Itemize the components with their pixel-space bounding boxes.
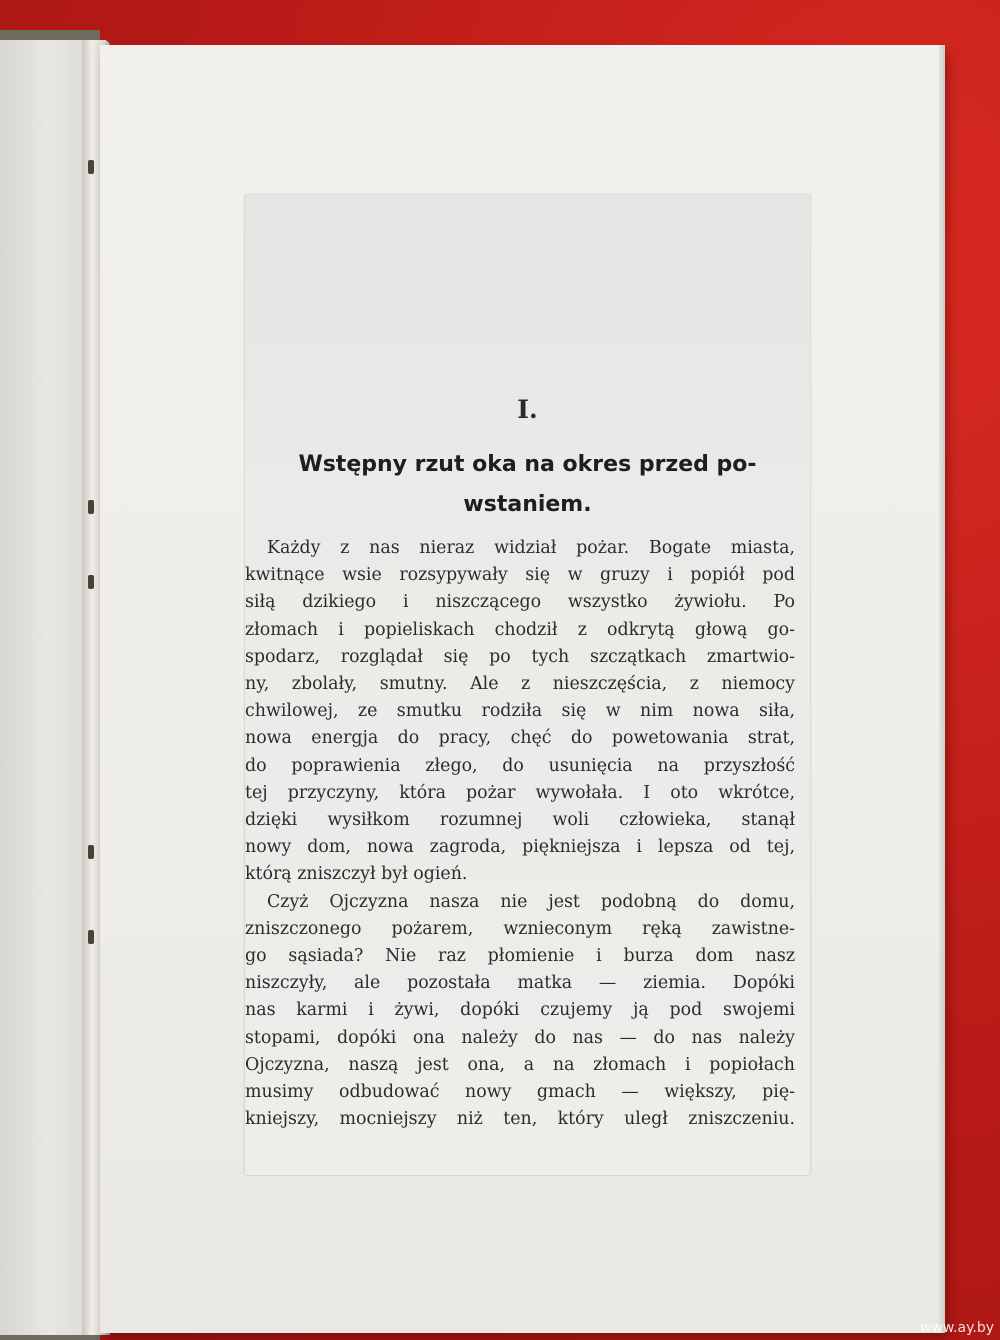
body-text	[245, 535, 805, 1133]
binding-stitch	[88, 160, 94, 174]
text-line: spodarz, rozglądał się po tych szczątkach zmartwio-	[245, 646, 795, 667]
text-line: chwilowej, ze smutku rodziła się w nim nowa siła,	[245, 701, 795, 722]
text-line: nowa energja do pracy, chęć do powetowania strat,	[245, 728, 795, 749]
text-line: którą zniszczył był ogień.	[245, 864, 468, 885]
text-line: siłą dzikiego i niszczącego wszystko żywiołu. Po	[245, 592, 795, 613]
text-line: musimy odbudować nowy gmach — większy, pię-	[245, 1082, 795, 1103]
text-line: nowy dom, nowa zagroda, piękniejsza i lepsza od tej,	[245, 837, 795, 858]
text-line: nas karmi i żywi, dopóki czujemy ją pod swojemi	[245, 1000, 795, 1021]
binding-stitch	[88, 930, 94, 944]
chapter-title-line: Wstępny rzut oka na okres przed po-	[298, 452, 757, 477]
text-line: tej przyczyny, która pożar wywołała. I oto wkrótce,	[245, 782, 795, 803]
chapter-number: I.	[517, 395, 538, 424]
text-line: dzięki wysiłkom rozumnej woli człowieka, stanął	[245, 810, 795, 831]
text-line: złomach i popieliskach chodził z odkrytą głową go-	[245, 619, 795, 640]
text-line: Każdy z nas nieraz widział pożar. Bogate miasta,	[267, 538, 795, 558]
chapter-title-line: wstaniem.	[463, 492, 592, 517]
text-line: ny, zbolały, smutny. Ale z nieszczęścia, z niemocy	[245, 674, 795, 695]
text-line: kwitnące wsie rozsypywały się w gruzy i popiół pod	[245, 565, 795, 586]
text-line: go sąsiada? Nie raz płomienie i burza dom nasz	[245, 946, 795, 967]
chapter-title	[255, 445, 800, 525]
text-line: Ojczyzna, naszą jest ona, a na złomach i popiołach	[245, 1054, 795, 1075]
binding-stitch	[88, 575, 94, 589]
page-edge	[939, 45, 945, 1333]
binding-stitch	[88, 845, 94, 859]
text-line: Czyż Ojczyzna nasza nie jest podobną do domu,	[267, 891, 795, 912]
text-line: niszczyły, ale pozostała matka — ziemia. Dopóki	[245, 973, 795, 994]
text-line: zniszczonego pożarem, wznieconym ręką zawistne-	[245, 918, 795, 939]
watermark-text: www.ay.by	[919, 1320, 994, 1336]
text-line: kniejszy, mocniejszy niż ten, który uległ zniszczeniu.	[245, 1109, 795, 1130]
pasted-text-insert	[245, 195, 810, 1175]
binding-stitch	[88, 500, 94, 514]
text-line: do poprawienia złego, do usunięcia na przyszłość	[245, 755, 795, 776]
text-line: stopami, dopóki ona należy do nas — do nas należy	[245, 1027, 795, 1048]
